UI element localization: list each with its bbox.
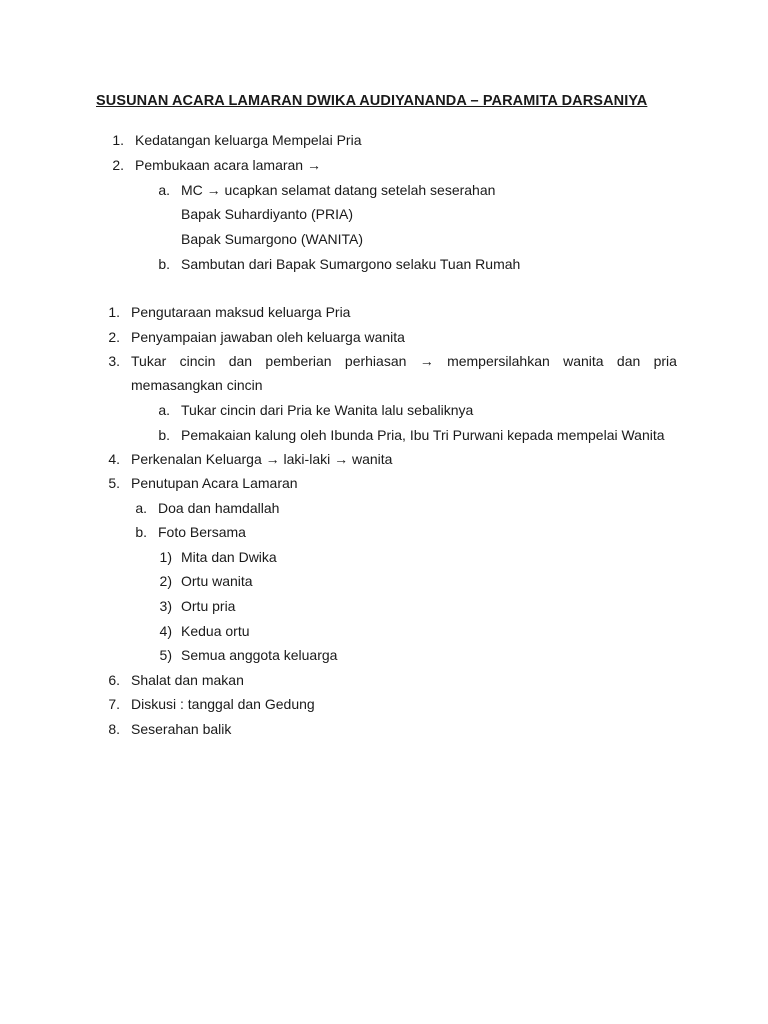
photo-list-item: Ortu pria [181, 598, 236, 614]
list-item: Pembukaan acara lamaran → [135, 157, 321, 173]
list-item: Penutupan Acara Lamaran [131, 475, 298, 491]
photo-list-marker: 1) [159, 549, 172, 565]
word: Tukar [131, 353, 167, 369]
arrow-icon: → [419, 353, 434, 369]
list-marker: 7. [108, 696, 120, 712]
word: perhiasan [344, 353, 407, 369]
photo-list-item: Ortu wanita [181, 573, 253, 589]
list-marker: 3. [108, 353, 120, 369]
list-item: Pengutaraan maksud keluarga Pria [131, 304, 351, 320]
sub-list-item: Sambutan dari Bapak Sumargono selaku Tuan Rumah [181, 256, 521, 272]
list-item-continuation: Bapak Suhardiyanto (PRIA) [181, 206, 353, 222]
list-item: Kedatangan keluarga Mempelai Pria [135, 132, 362, 148]
photo-list-marker: 5) [159, 647, 172, 663]
list-marker: 8. [108, 721, 120, 737]
sub-list-item: Pemakaian kalung oleh Ibunda Pria, Ibu Tri Purwani kepada mempelai Wanita [181, 427, 665, 443]
list-marker: 1. [112, 132, 124, 148]
list-marker: 4. [108, 451, 120, 467]
photo-list-marker: 3) [159, 598, 172, 614]
list-marker: 2. [112, 157, 124, 173]
word: dan [616, 353, 641, 369]
sub-list-marker: b. [158, 427, 170, 443]
list-item: Seserahan balik [131, 721, 232, 737]
word: dan [228, 353, 253, 369]
document-title: SUSUNAN ACARA LAMARAN DWIKA AUDIYANANDA – PARAMITA DARSANIYA [96, 93, 648, 109]
word: mempersilahkan [447, 353, 550, 369]
sub-list-marker: b. [158, 256, 170, 272]
sub-list-marker: a. [158, 402, 170, 418]
sub-list-marker: b. [135, 524, 147, 540]
photo-list-item: Mita dan Dwika [181, 549, 277, 565]
sub-list-item: Doa dan hamdallah [158, 500, 280, 516]
sub-list-marker: a. [135, 500, 147, 516]
photo-list-item: Semua anggota keluarga [181, 647, 338, 663]
sub-list-item: Foto Bersama [158, 524, 246, 540]
word: pria [653, 353, 677, 369]
word: pemberian [265, 353, 332, 369]
sub-list-item: MC → ucapkan selamat datang setelah seserahan [181, 182, 496, 198]
sub-list-marker: a. [158, 182, 170, 198]
list-item: Perkenalan Keluarga → laki-laki → wanita [131, 451, 393, 467]
sub-list-item: Tukar cincin dari Pria ke Wanita lalu sebaliknya [181, 402, 474, 418]
list-item: Diskusi : tanggal dan Gedung [131, 696, 315, 712]
list-marker: 2. [108, 329, 120, 345]
list-item-justified [131, 352, 677, 370]
list-marker: 1. [108, 304, 120, 320]
photo-list-item: Kedua ortu [181, 623, 250, 639]
word: cincin [179, 353, 216, 369]
photo-list-marker: 2) [159, 573, 172, 589]
list-item: Shalat dan makan [131, 672, 244, 688]
photo-list-marker: 4) [159, 623, 172, 639]
list-item-continuation: memasangkan cincin [131, 377, 263, 393]
list-item-continuation: Bapak Sumargono (WANITA) [181, 231, 364, 247]
list-marker: 5. [108, 475, 120, 491]
list-item: Penyampaian jawaban oleh keluarga wanita [131, 329, 405, 345]
word: wanita [563, 353, 604, 369]
list-marker: 6. [108, 672, 120, 688]
